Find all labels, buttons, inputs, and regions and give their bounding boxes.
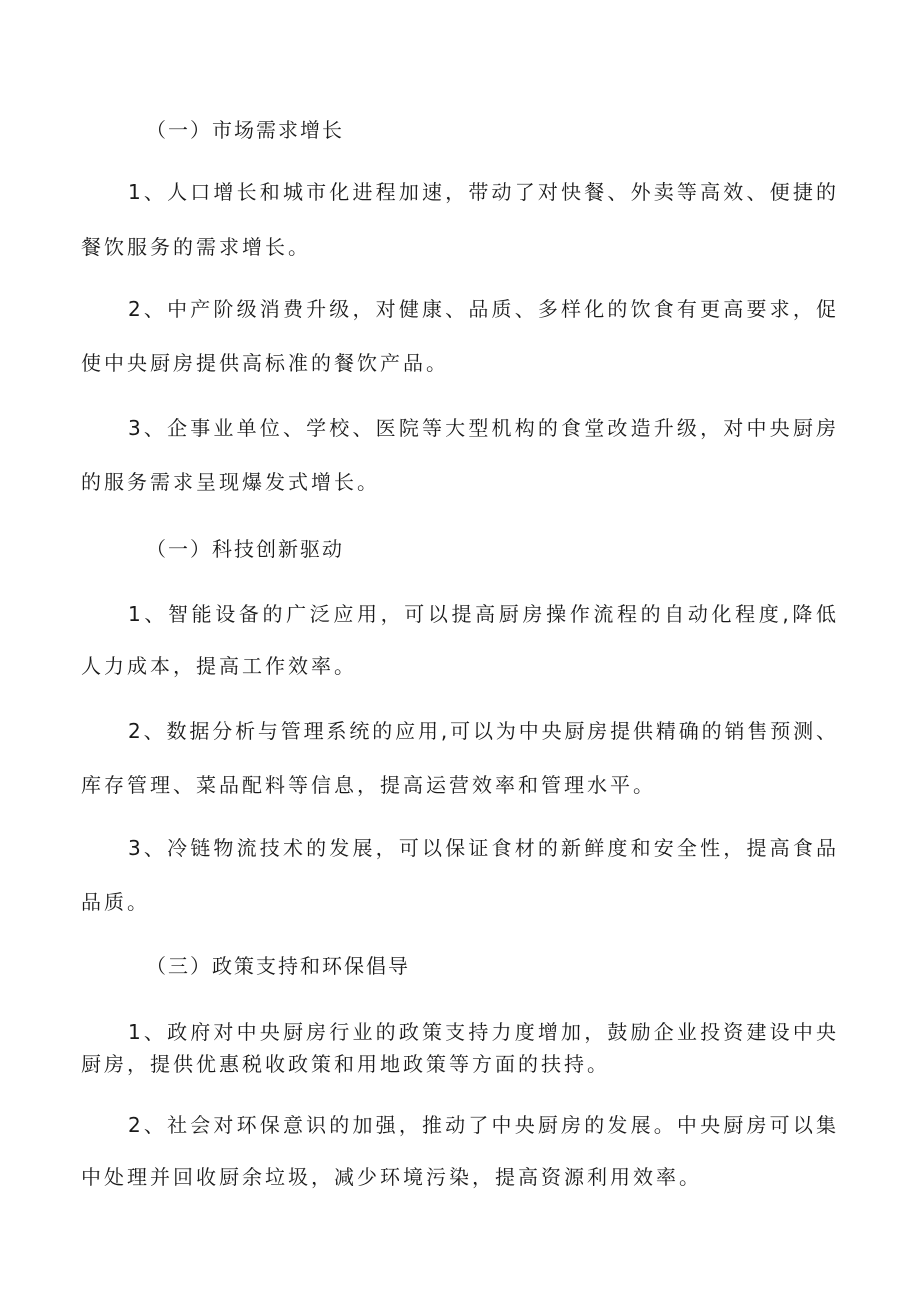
paragraph-line: 2、数据分析与管理系统的应用,可以为中央厨房提供精确的销售预测、 <box>128 719 836 743</box>
section-heading-policy: （三）政策支持和环保倡导 <box>146 954 410 978</box>
paragraph-line: 3、冷链物流技术的发展，可以保证食材的新鲜度和安全性，提高食品 <box>128 836 836 860</box>
section-heading-tech: （一）科技创新驱动 <box>146 537 344 561</box>
paragraph-line: 使中央厨房提供高标准的餐饮产品。 <box>81 351 449 375</box>
paragraph-line: 餐饮服务的需求增长。 <box>81 235 311 259</box>
paragraph-line: 品质。 <box>81 890 150 914</box>
paragraph-line: 1、智能设备的广泛应用，可以提高厨房操作流程的自动化程度,降低 <box>128 602 836 626</box>
paragraph-line: 1、人口增长和城市化进程加速，带动了对快餐、外卖等高效、便捷的 <box>128 180 836 204</box>
paragraph-line: 中处理并回收厨余垃圾，减少环境污染，提高资源利用效率。 <box>81 1165 702 1189</box>
paragraph-line: 厨房，提供优惠税收政策和用地政策等方面的扶持。 <box>81 1052 610 1076</box>
paragraph-line: 1、政府对中央厨房行业的政策支持力度增加，鼓励企业投资建设中央 <box>128 1020 836 1044</box>
paragraph-line: 库存管理、菜品配料等信息，提高运营效率和管理水平。 <box>81 773 656 797</box>
paragraph-line: 的服务需求呈现爆发式增长。 <box>81 470 380 494</box>
paragraph-line: 3、企事业单位、学校、医院等大型机构的食堂改造升级，对中央厨房 <box>128 416 836 440</box>
paragraph-line: 2、中产阶级消费升级，对健康、品质、多样化的饮食有更高要求，促 <box>128 297 836 321</box>
section-heading-market: （一）市场需求增长 <box>146 118 344 142</box>
paragraph-line: 2、社会对环保意识的加强，推动了中央厨房的发展。中央厨房可以集 <box>128 1113 836 1137</box>
paragraph-line: 人力成本，提高工作效率。 <box>81 654 357 678</box>
